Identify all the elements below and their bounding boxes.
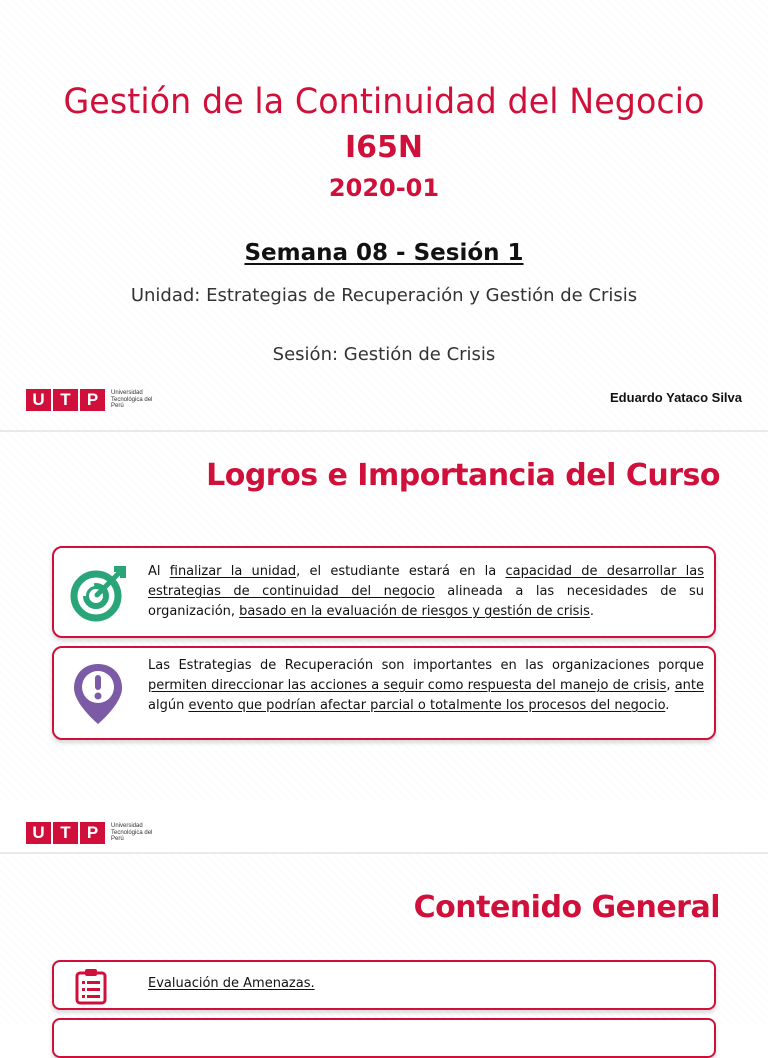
contents-item-label: Evaluación de Amenazas. <box>148 976 315 991</box>
text-segment: , el estudiante estará en la <box>296 564 506 579</box>
logo-university-name: Universidad Tecnológica del Perú <box>111 823 153 843</box>
alert-pin-icon <box>72 662 124 731</box>
achievement-card <box>52 546 716 638</box>
underlined-phrase: finalizar la unidad <box>169 564 297 579</box>
underlined-phrase: ante <box>674 678 705 693</box>
clipboard-list-icon <box>74 968 108 1009</box>
achievements-heading: Logros e Importancia del Curso <box>206 458 720 493</box>
course-code: I65N <box>344 130 424 165</box>
text-segment: alineada a las necesidades de su organización, <box>148 584 704 619</box>
text-segment: , <box>666 678 675 693</box>
text-segment: Al <box>148 564 170 579</box>
achievement-text <box>148 562 704 622</box>
text-segment: . <box>589 604 594 619</box>
underlined-phrase: capacidad de desarrollar las estrategias de continuidad del negocio <box>148 564 704 599</box>
logo-letter-p: P <box>80 389 105 411</box>
logo-letter-p: P <box>80 822 105 844</box>
logo-letter-t: T <box>53 389 78 411</box>
target-icon <box>66 562 130 627</box>
author-name: Eduardo Yataco Silva <box>610 390 742 405</box>
contents-item-partial <box>52 1018 716 1058</box>
importance-card <box>52 646 716 740</box>
underlined-phrase: basado en la evaluación de riesgos y gestión de crisis <box>239 604 590 619</box>
underlined-phrase: permiten direccionar las acciones a seguir como respuesta del manejo de crisis <box>148 678 667 693</box>
session-title: Sesión: Gestión de Crisis <box>272 344 496 365</box>
contents-heading: Contenido General <box>413 890 720 925</box>
underlined-phrase: evento que podrían afectar parcial o totalmente los procesos del negocio <box>188 698 666 713</box>
course-term: 2020-01 <box>328 174 440 202</box>
logo-letter-u: U <box>26 389 51 411</box>
utp-logo <box>26 822 155 844</box>
week-session-text: Semana 08 - Sesión 1 <box>244 240 524 266</box>
achievements-slide <box>0 432 768 843</box>
course-title: Gestión de la Continuidad del Negocio <box>63 82 705 122</box>
unit-title: Unidad: Estrategias de Recuperación y Gestión de Crisis <box>130 285 638 306</box>
title-slide <box>0 0 768 430</box>
utp-logo <box>26 389 155 411</box>
week-session <box>0 240 768 266</box>
importance-text <box>148 656 704 716</box>
text-segment: Las Estrategias de Recuperación son importantes en las organizaciones porque <box>148 658 704 673</box>
logo-letter-t: T <box>53 822 78 844</box>
text-segment: algún <box>148 698 189 713</box>
logo-letter-u: U <box>26 822 51 844</box>
logo-university-name: Universidad Tecnológica del Perú <box>111 390 153 410</box>
text-segment: . <box>665 698 670 713</box>
contents-slide <box>0 854 768 1024</box>
contents-item <box>52 960 716 1010</box>
